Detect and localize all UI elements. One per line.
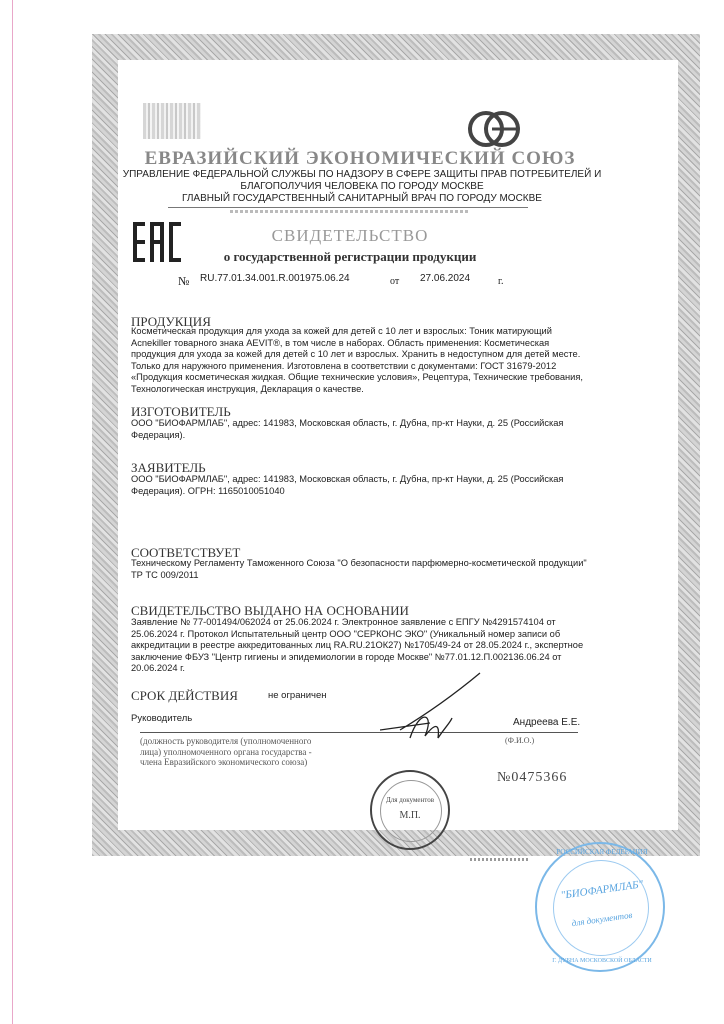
- position-caption: [140, 736, 312, 768]
- validity-value: не ограничен: [268, 690, 327, 701]
- official-seal: [370, 770, 450, 850]
- certificate-number: RU.77.01.34.001.R.001975.06.24: [200, 273, 350, 284]
- year-suffix: г.: [498, 276, 504, 287]
- barcode-area: [143, 103, 201, 139]
- text-line: ООО "БИОФАРМЛАБ", адрес: 141983, Московская область, г. Дубна, пр-кт Науки, д. 25 (Российская: [131, 418, 564, 428]
- text-line: ТР ТС 009/2011: [131, 569, 199, 580]
- text-line: Федерация). ОГРН: 1165010051040: [131, 485, 285, 496]
- caption-line: (должность руководителя (уполномоченного: [140, 736, 312, 746]
- union-title: ЕВРАЗИЙСКИЙ ЭКОНОМИЧЕСКИЙ СОЮЗ: [144, 148, 576, 169]
- text-line: Федерация).: [131, 429, 186, 440]
- text-line: Техническому Регламенту Таможенного Союза "О безопасности парфюмерно-косметической продукции": [131, 558, 587, 568]
- signature: [380, 668, 490, 753]
- se-logo: [468, 106, 522, 152]
- applicant-heading: ЗАЯВИТЕЛЬ: [131, 460, 206, 475]
- form-number: №0475366: [497, 770, 568, 785]
- fine-print: [230, 210, 470, 213]
- text-line: продукция для ухода за кожей для детей с 10 лет и взрослых. Хранить в недоступном для детей месте.: [131, 349, 581, 360]
- name-caption: (Ф.И.О.): [505, 736, 535, 745]
- text-line: заключение ФБУЗ "Центр гигиены и эпидемиологии в городе Москве" №77.01.12.П.002136.06.24 от: [131, 651, 562, 662]
- certificate-date: 27.06.2024: [420, 273, 471, 284]
- caption-line: лица) уполномоченного органа государства -: [140, 746, 312, 757]
- text-line: ООО "БИОФАРМЛАБ", адрес: 141983, Московская область, г. Дубна, пр-кт Науки, д. 25 (Российская: [131, 474, 564, 484]
- caption-line: члена Евразийского экономического союза): [140, 757, 308, 767]
- signer-name: Андреева Е.Е.: [513, 717, 581, 728]
- seal-mark: М.П.: [399, 810, 421, 821]
- text-line: Заявление № 77-001494/062024 от 25.06.2024 г. Электронное заявление с ЕПГУ №4291574104 от: [131, 617, 556, 627]
- company-stamp: [535, 842, 665, 972]
- product-text: [131, 326, 583, 396]
- text-line: аккредитации в реестре аккредитованных лиц RA.RU.21ОК27) №1705/49-24 от 28.05.2024 г., экспертное: [131, 640, 584, 651]
- authority-line: ГЛАВНЫЙ ГОСУДАРСТВЕННЫЙ САНИТАРНЫЙ ВРАЧ ПО ГОРОДУ МОСКВЕ: [182, 193, 542, 204]
- manufacturer-text: [131, 418, 563, 441]
- seal-text: Для документов: [385, 796, 435, 804]
- applicant-text: [131, 474, 563, 497]
- text-line: Acnekiller товарного знака AEVIT®, в том числе в наборах. Область применения: Косметическая: [131, 337, 550, 348]
- stamp-inner-text: для документов: [571, 909, 633, 929]
- number-label: №: [178, 274, 190, 288]
- from-label: от: [390, 276, 400, 287]
- basis-heading: СВИДЕТЕЛЬСТВО ВЫДАНО НА ОСНОВАНИИ: [131, 603, 409, 618]
- printer-fine-print: [470, 858, 530, 861]
- margin-line: [12, 0, 13, 1024]
- text-line: Только для наружного применения. Изготовлена в соответствии с документами: ГОСТ 31679-2012: [131, 360, 557, 371]
- stamp-bottom-text: Г. ДУБНА МОСКОВСКОЙ ОБЛАСТИ: [552, 958, 652, 964]
- text-line: Косметическая продукция для ухода за кожей для детей с 10 лет и взрослых: Тоник матирующий: [131, 326, 552, 336]
- signer-role: Руководитель: [131, 713, 193, 724]
- text-line: 25.06.2024 г. Протокол Испытательный центр ООО "СЕРКОНС ЭКО" (Уникальный номер записи об: [131, 628, 561, 639]
- authority-line: УПРАВЛЕНИЕ ФЕДЕРАЛЬНОЙ СЛУЖБЫ ПО НАДЗОРУ В СФЕРЕ ЗАЩИТЫ ПРАВ ПОТРЕБИТЕЛЕЙ И: [122, 169, 602, 180]
- complies-text: [131, 558, 587, 581]
- stamp-company: "БИОФАРМЛАБ": [560, 878, 644, 902]
- product-heading: ПРОДУКЦИЯ: [131, 314, 211, 329]
- authority-line: БЛАГОПОЛУЧИЯ ЧЕЛОВЕКА ПО ГОРОДУ МОСКВЕ: [240, 181, 484, 192]
- validity-heading: СРОК ДЕЙСТВИЯ: [131, 688, 238, 703]
- text-line: 20.06.2024 г.: [131, 663, 185, 674]
- certificate-subtitle: о государственной регистрации продукции: [223, 249, 477, 264]
- stamp-outer-text: РОССИЙСКАЯ ФЕДЕРАЦИЯ: [556, 848, 648, 856]
- manufacturer-heading: ИЗГОТОВИТЕЛЬ: [131, 404, 231, 419]
- divider: [168, 207, 528, 208]
- text-line: Технологическая инструкция, Декларация о качестве.: [131, 383, 364, 394]
- certificate-title: СВИДЕТЕЛЬСТВО: [271, 226, 429, 245]
- complies-heading: СООТВЕТСТВУЕТ: [131, 545, 241, 560]
- basis-text: [131, 617, 583, 675]
- text-line: «Продукция косметическая жидкая. Общие технические условия», Рецептура, Технические требования,: [131, 372, 583, 383]
